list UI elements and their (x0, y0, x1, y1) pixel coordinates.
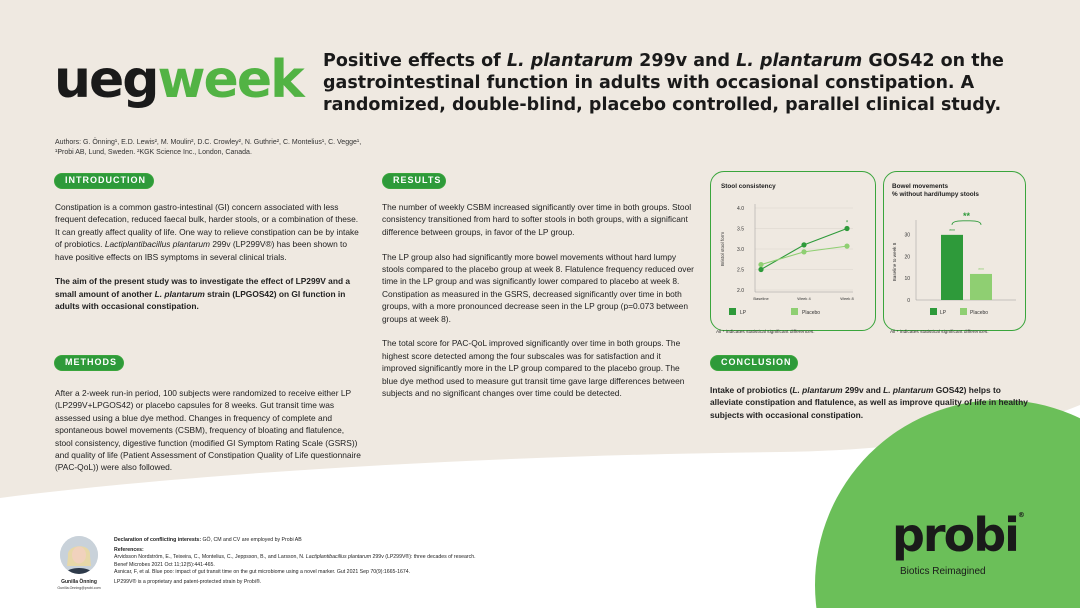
presenter-email[interactable]: Gunilla.Onning@probi.com (57, 586, 101, 590)
presenter-name: Gunilla Önning (61, 579, 97, 585)
chart1-xtick-2: Week 8 (840, 296, 854, 301)
chart1-title: Stool consistency (721, 183, 776, 190)
stool-consistency-chart (711, 172, 877, 332)
chart1-legend-swatch-1 (791, 308, 798, 315)
bowel-movements-chart-box (883, 171, 1026, 331)
stool-consistency-chart-box (710, 171, 876, 331)
chart2-ytick-1: 10 (904, 276, 910, 283)
chart2-ylabel: Baseline to week 8 (892, 242, 897, 282)
bowel-movements-chart (884, 172, 1027, 332)
chart2-legend-label-0: LP (940, 310, 947, 316)
chart2-title: Bowel movements (892, 183, 949, 190)
chart1-point-1-2 (844, 244, 849, 249)
chart1-point-0-0 (758, 267, 763, 272)
conclusion-text: Intake of probiotics (L. plantarum 299v and L. plantarum GOS42) helps to alleviate constipation and flatulence, as well as improve quality of life in healthy subjects with occasional constipation. (710, 385, 1028, 420)
probi-tagline: Biotics Reimagined (900, 566, 986, 577)
chart2-legend-swatch-0 (930, 308, 937, 315)
chart2-bar-1 (970, 274, 992, 300)
chart2-subtitle: % without hard/lumpy stools (892, 191, 979, 198)
chart1-xtick-0: Baseline (753, 296, 769, 301)
chart2-bar-label-1: *** (978, 267, 984, 274)
chart2-bracket-label: ** (962, 210, 971, 221)
chart1-point-0-1 (801, 242, 806, 247)
authors: Authors: G. Önning¹, E.D. Lewis², M. Moulin², D.C. Crowley², N. Guthrie², C. Montelius¹, C. Vegge¹, ¹Probi AB, Lund, Sweden. ²KGK Science Inc., London, Canada. (55, 139, 362, 156)
presenter-avatar (60, 536, 98, 574)
poster-title: Positive effects of L. plantarum 299v and L. plantarum GOS42 on the gastrointestinal function in adults with occasional constipation. A randomized, double-blind, placebo controlled, parallel clinical study. (323, 51, 1004, 115)
chart1-point-1-0 (758, 262, 763, 267)
chart1-ytick-1: 2.5 (737, 267, 744, 274)
chart1-point-0-2 (844, 226, 849, 231)
chart1-xtick-1: Week 4 (797, 296, 811, 301)
chart1-point-1-1 (801, 249, 806, 254)
chart2-bar-0 (941, 235, 963, 300)
introduction-heading: INTRODUCTION (54, 173, 154, 189)
chart1-note: All * indicates statistical significant differences. (716, 330, 815, 335)
chart1-ytick-0: 2.0 (737, 287, 744, 294)
results-heading: RESULTS (382, 173, 446, 189)
conclusion-heading: CONCLUSION (710, 355, 798, 371)
chart1-legend-label-0: LP (740, 310, 747, 316)
probi-logo: probi® (892, 508, 1025, 562)
chart2-ytick-3: 30 (904, 232, 910, 239)
chart1-legend-swatch-0 (729, 308, 736, 315)
chart2-significance-bracket (952, 221, 981, 225)
chart1-ytick-4: 4.0 (737, 205, 744, 212)
ueg-week-logo: uegweek (54, 50, 303, 110)
chart1-annotation: * (845, 220, 849, 227)
chart2-ytick-2: 20 (904, 254, 910, 261)
chart2-note: All * indicates statistical significant differences. (890, 330, 989, 335)
chart1-ylabel: Bristol stool form (720, 231, 725, 267)
chart1-legend-label-1: Placebo (802, 310, 821, 316)
chart2-bar-label-0: *** (949, 228, 955, 235)
results-text: The number of weekly CSBM increased significantly over time in both groups. Stool consistency transitioned from hard to softer stools in both groups, with a significant difference between groups, in favor of the LP group. The LP group also had significantly more bowel movements without hard lumpy stools compared to the placebo group at week 8. Flatulence frequency reduced over time in the LP group and was significantly lower compared to placebo at week 8. Constipation as measured in the GSRS, decreased significantly over time in both groups, with a more pronounced decrease seen in the LP group (p=0.073 between groups at week 8). The total score for PAC-QoL improved significantly over time in both groups. The highest score detected among the four subscales was for satisfaction and it improved significantly more in the LP group compared to the placebo group. The blue dye method used to measure gut transit time gave large differences between subjects and no significant changes over time could be detected. (382, 202, 694, 399)
chart1-ytick-2: 3.0 (737, 246, 744, 253)
chart2-legend-label-1: Placebo (970, 310, 989, 316)
introduction-text: Constipation is a common gastro-intestinal (GI) concern associated with less frequent defecation, reduced faecal bulk, harder stools, or a combination of these. It can greatly affect quality of life. One way to relieve constipation can be by intake of probiotics. Lactiplantibacillus plantarum 299v (LP299V®) has been shown to have positive effects on IBS symptoms in several clinical trials. The aim of the present study was to investigate the effect of LP299V and a small amount of another L. plantarum strain (LPGOS42) on GI function in adults with occasional constipation. (55, 202, 359, 312)
methods-text: After a 2-week run-in period, 100 subjects were randomized to receive either LP (LP299V+LPGOS42) or placebo capsules for 8 weeks. Gut transit time was assessed using a blue dye method. Changes in frequency of complete and spontaneous bowel movements (CSBM), frequency of bloating and flatulence, stool consistency, digestive function (modified GI Symptom Rating Scale (GSRS)) and quality of life (Patient Assessment of Constipation Quality of Life questionnaire (PAC-QoL)) were also followed. (55, 388, 361, 473)
chart2-legend-swatch-1 (960, 308, 967, 315)
chart1-ytick-3: 3.5 (737, 226, 744, 233)
chart2-ytick-0: 0 (907, 297, 910, 304)
methods-heading: METHODS (54, 355, 124, 371)
footer-references: Declaration of conflicting interests: GÖ, CM and CV are employed by Probi AB References: Arvidsson Nordström, E., Teixeira, C., Montelius, C., Jeppsson, B., and Larsson, N. Lactiplantibacillus plantarum 299v (LP299V®): three decades of research. Benef Microbes 2021 Oct 11;12(5):441-465. Asnicar, F, et al. Blue poo: impact of gut transit time on the gut microbiome using a novel marker. Gut 2021 Sep 70(9):1665-1674. LP299V® is a proprietary and patent-protected strain by Probi®. (114, 537, 476, 586)
